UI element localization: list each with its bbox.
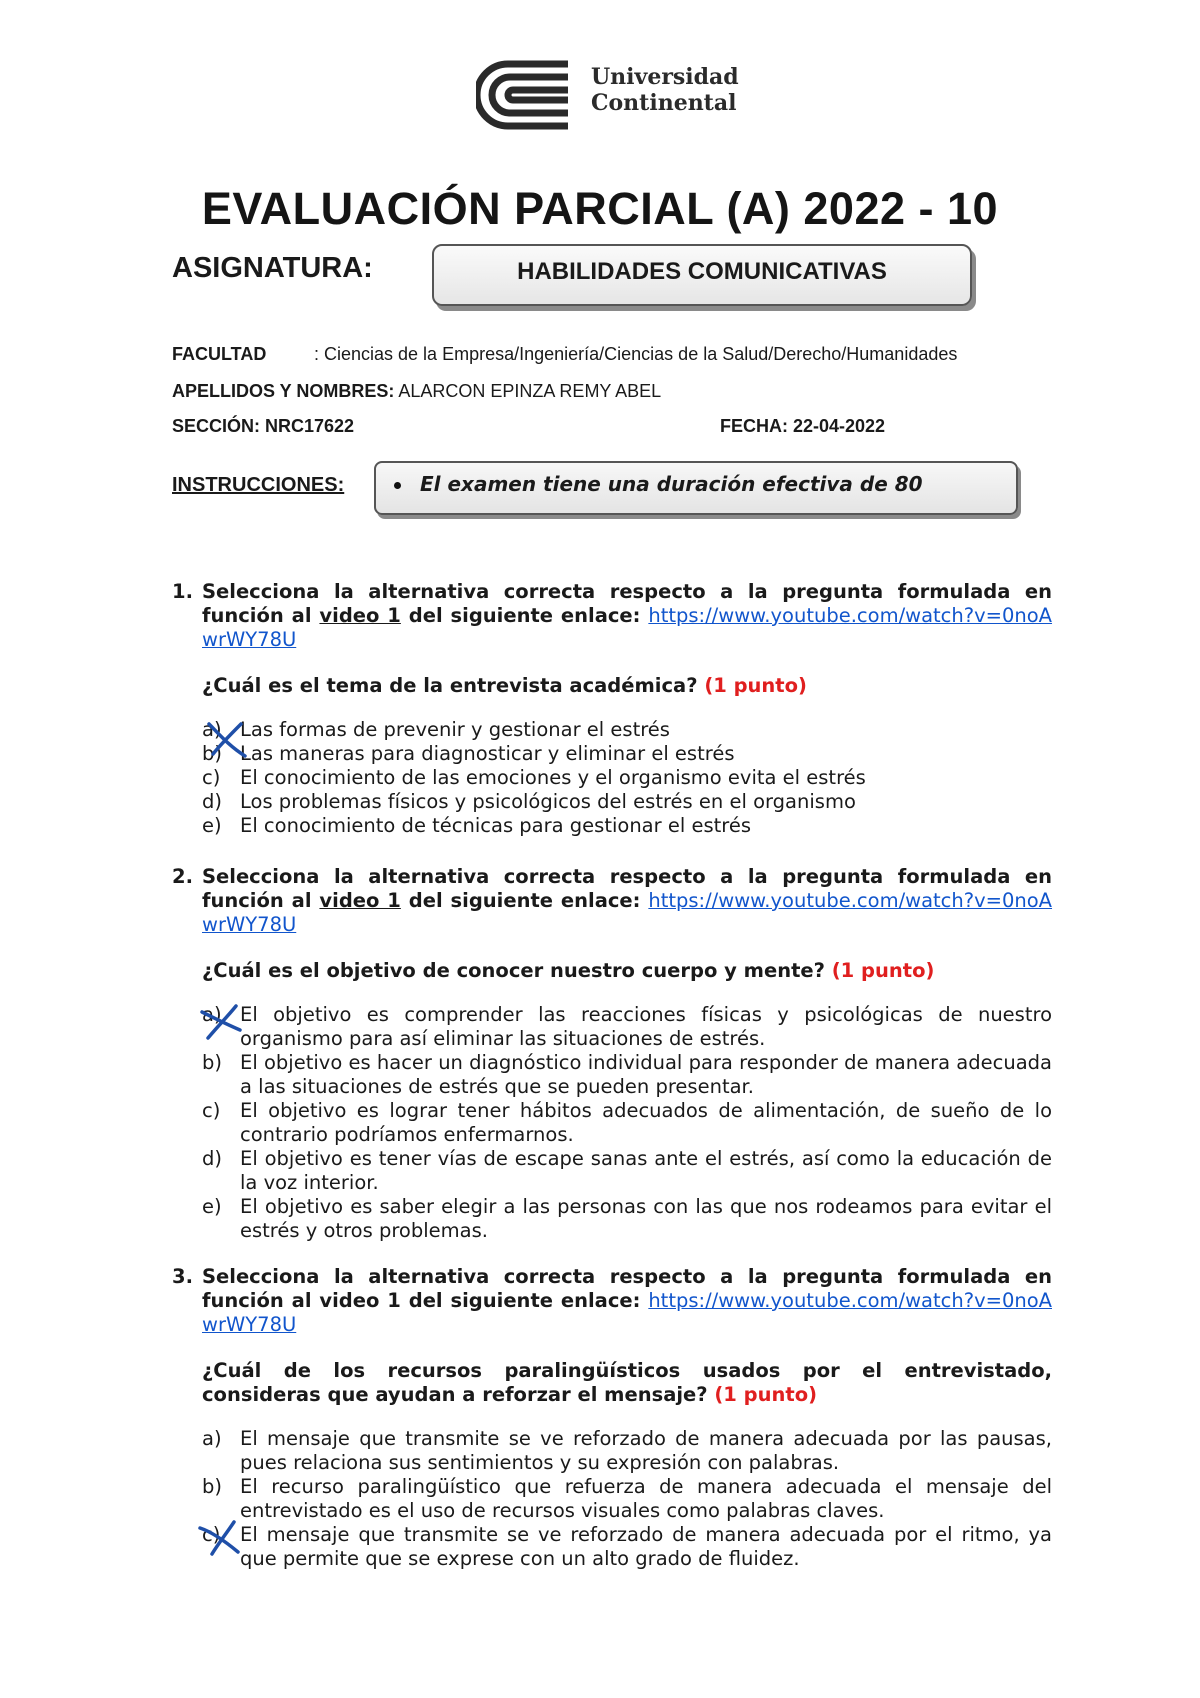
option-d[interactable] — [202, 790, 1052, 814]
question-prompt — [202, 674, 1052, 698]
question-number: 2. — [172, 865, 193, 888]
facultad-label: FACULTAD — [172, 344, 267, 364]
bullet-icon — [394, 482, 401, 489]
facultad-value: : Ciencias de la Empresa/Ingeniería/Ciencias de la Salud/Derecho/Humanidades — [314, 344, 958, 364]
answer-mark-q3-icon — [196, 1518, 242, 1558]
option-letter: b) — [202, 1475, 222, 1498]
option-text: El mensaje que transmite se ve reforzado de manera adecuada por las pausas, pues relaciona sus sentimientos y su expresión con palabras. — [240, 1427, 1052, 1474]
option-letter: b) — [202, 742, 222, 765]
nombres-row — [172, 381, 661, 402]
answer-mark-q1-icon — [205, 720, 251, 760]
option-d[interactable] — [202, 1147, 1052, 1195]
stem-text-2: del siguiente enlace: — [408, 889, 641, 912]
instrucciones-text: El examen tiene una duración efectiva de 80 — [420, 472, 923, 496]
option-c[interactable] — [202, 766, 1052, 790]
university-logo — [476, 60, 746, 130]
option-text: El conocimiento de técnicas para gestionar el estrés — [240, 814, 752, 837]
asignatura-value: HABILIDADES COMUNICATIVAS — [517, 258, 887, 285]
option-text: El conocimiento de las emociones y el organismo evita el estrés — [240, 766, 866, 789]
option-text: Los problemas físicos y psicológicos del estrés en el organismo — [240, 790, 856, 813]
option-letter: a) — [202, 1003, 222, 1026]
option-a[interactable] — [202, 718, 1052, 742]
option-text: El objetivo es hacer un diagnóstico individual para responder de manera adecuada a las situaciones de estrés que se pueden presentar. — [240, 1051, 1052, 1098]
option-b[interactable] — [202, 742, 1052, 766]
page-title: EVALUACIÓN PARCIAL (A) 2022 - 10 — [201, 183, 999, 234]
option-text: El mensaje que transmite se ve reforzado de manera adecuada por el ritmo, ya que permite que se exprese con un alto grado de fluidez. — [240, 1523, 1052, 1570]
nombres-value: ALARCON EPINZA REMY ABEL — [398, 381, 662, 401]
option-a[interactable] — [202, 1003, 1052, 1051]
logo-line-1: Universidad — [591, 64, 739, 90]
option-letter: c) — [202, 1523, 221, 1546]
answer-mark-q2-icon — [198, 1002, 244, 1042]
video-ref: video 1 — [319, 604, 401, 627]
prompt-text: ¿Cuál es el objetivo de conocer nuestro cuerpo y mente? — [202, 959, 825, 982]
options-list — [202, 718, 1052, 838]
prompt-text: ¿Cuál de los recursos paralingüísticos usados por el entrevistado, consideras que ayudan a reforzar el mensaje? — [202, 1359, 1052, 1406]
question-prompt — [202, 1359, 1052, 1407]
question-3 — [172, 1265, 1052, 1571]
option-letter: a) — [202, 718, 222, 741]
option-text: Las maneras para diagnosticar y eliminar el estrés — [240, 742, 735, 765]
option-a[interactable] — [202, 1427, 1052, 1475]
option-text: El objetivo es saber elegir a las personas con las que nos rodeamos para evitar el estrés y otros problemas. — [240, 1195, 1052, 1242]
option-letter: c) — [202, 1099, 221, 1122]
option-e[interactable] — [202, 814, 1052, 838]
option-letter: c) — [202, 766, 221, 789]
asignatura-box — [432, 244, 972, 306]
option-letter: d) — [202, 1147, 222, 1170]
question-2 — [172, 865, 1052, 1243]
question-stem — [202, 1265, 1052, 1337]
stem-text: Selecciona la alternativa correcta respecto a la pregunta formulada en función al — [202, 580, 1052, 627]
points-label: (1 punto) — [714, 1383, 818, 1406]
points-label: (1 punto) — [704, 674, 807, 697]
option-letter: a) — [202, 1427, 222, 1450]
question-stem — [202, 865, 1052, 937]
points-label: (1 punto) — [831, 959, 935, 982]
seccion: SECCIÓN: NRC17622 — [172, 416, 355, 436]
option-text: El recurso paralingüístico que refuerza de manera adecuada el mensaje del entrevistado es el uso de recursos visuales como palabras claves. — [240, 1475, 1052, 1522]
option-b[interactable] — [202, 1051, 1052, 1099]
instrucciones-label: INSTRUCCIONES: — [172, 474, 345, 496]
option-letter: e) — [202, 1195, 222, 1218]
logo-c-icon — [476, 60, 576, 130]
option-text: El objetivo es lograr tener hábitos adecuados de alimentación, de sueño de lo contrario podríamos enfermarnos. — [240, 1099, 1052, 1146]
option-e[interactable] — [202, 1195, 1052, 1243]
question-prompt — [202, 959, 1052, 983]
stem-text: Selecciona la alternativa correcta respecto a la pregunta formulada en función al — [202, 865, 1052, 912]
question-1 — [172, 580, 1052, 838]
video-ref: video 1 — [319, 889, 401, 912]
option-c[interactable] — [202, 1523, 1052, 1571]
stem-text: Selecciona la alternativa correcta respecto a la pregunta formulada en función al video 1 del siguiente enlace: — [202, 1265, 1052, 1312]
option-text: El objetivo es tener vías de escape sanas ante el estrés, así como la educación de la voz interior. — [240, 1147, 1052, 1194]
fecha: FECHA: 22-04-2022 — [720, 416, 886, 436]
logo-line-2: Continental — [591, 90, 737, 116]
option-b[interactable] — [202, 1475, 1052, 1523]
video-link[interactable]: https://www.youtube.com/watch?v=0noAwrWY78U — [202, 889, 1053, 936]
nombres-label: APELLIDOS Y NOMBRES: — [172, 381, 395, 401]
question-stem — [202, 580, 1052, 652]
asignatura-label: ASIGNATURA: — [172, 252, 373, 284]
options-list — [202, 1003, 1052, 1243]
options-list — [202, 1427, 1052, 1571]
option-letter: b) — [202, 1051, 222, 1074]
question-number: 1. — [172, 580, 193, 603]
video-link[interactable]: https://www.youtube.com/watch?v=0noAwrWY78U — [202, 604, 1053, 651]
prompt-text: ¿Cuál es el tema de la entrevista académica? — [202, 674, 698, 697]
option-text: El objetivo es comprender las reacciones físicas y psicológicas de nuestro organismo para así eliminar las situaciones de estrés. — [240, 1003, 1052, 1050]
option-letter: d) — [202, 790, 222, 813]
video-link[interactable]: https://www.youtube.com/watch?v=0noAwrWY78U — [202, 1289, 1052, 1336]
instrucciones-box — [374, 461, 1018, 515]
option-letter: e) — [202, 814, 222, 837]
question-number: 3. — [172, 1265, 193, 1288]
option-c[interactable] — [202, 1099, 1052, 1147]
facultad-row — [172, 344, 957, 365]
option-text: Las formas de prevenir y gestionar el estrés — [240, 718, 670, 741]
stem-text-2: del siguiente enlace: — [408, 604, 641, 627]
